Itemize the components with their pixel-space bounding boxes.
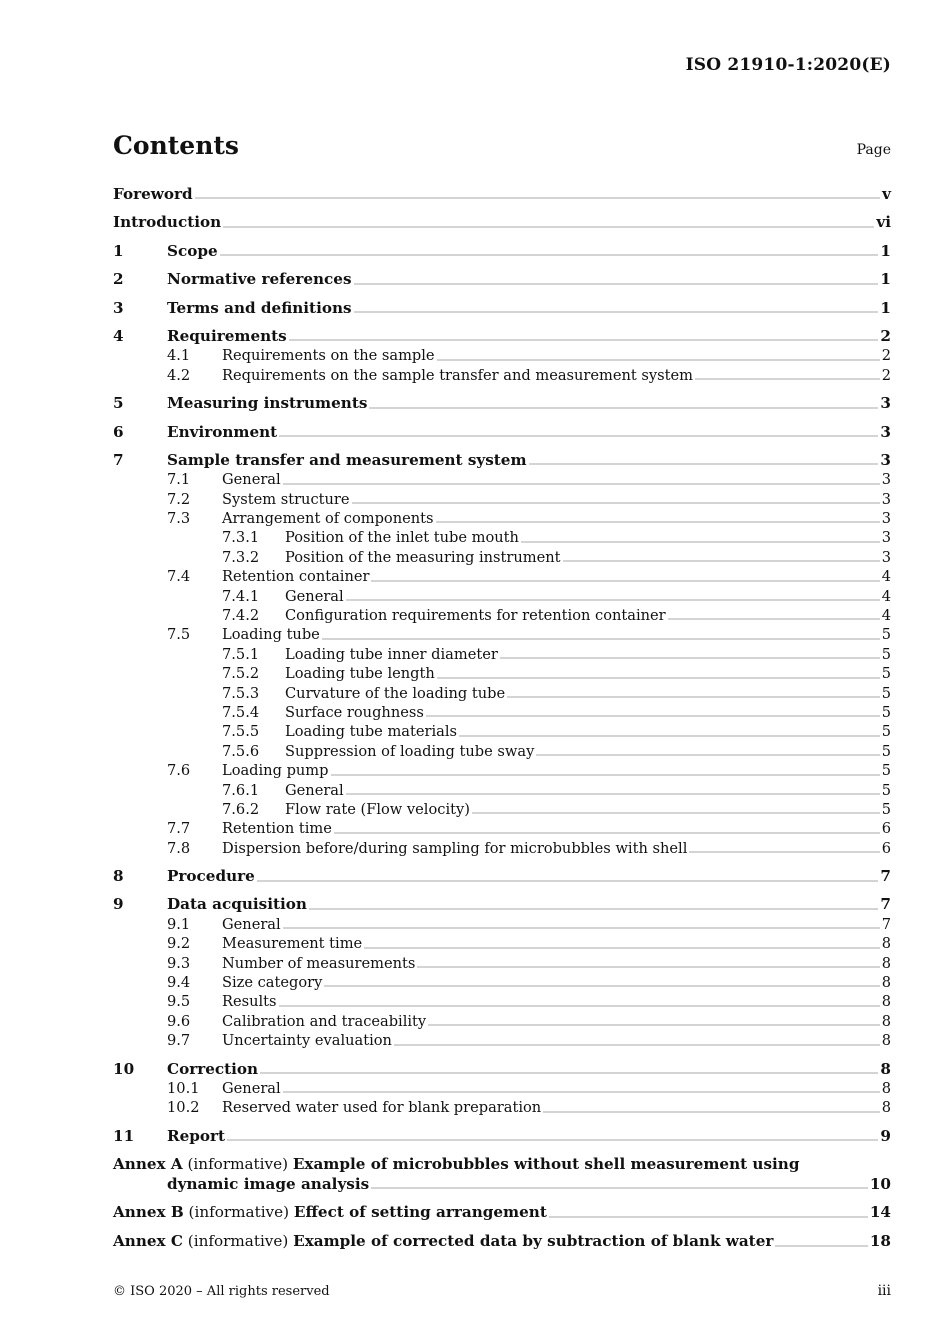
toc-entry[interactable] [113,1012,891,1031]
toc-entry-title: General [222,915,281,933]
dot-leader [354,283,879,285]
toc-entry[interactable] [113,548,891,567]
toc-entry-page: 3 [881,548,891,566]
toc-entry-page: 5 [881,703,891,721]
dot-leader [283,927,880,929]
dot-leader [472,812,880,814]
toc-entry-number: 7.5 [167,626,191,644]
toc-entry-number: 7.6.1 [222,781,260,799]
toc-entry[interactable] [113,896,891,915]
toc-entry[interactable] [113,242,891,261]
toc-entry[interactable] [113,394,891,413]
toc-entry[interactable] [113,954,891,973]
toc-entry-page: 5 [881,723,891,741]
toc-entry[interactable] [113,470,891,489]
toc-entry[interactable] [113,327,891,346]
toc-entry-title: Flow rate (Flow velocity) [285,800,470,818]
dot-leader [426,715,880,717]
toc-entry[interactable] [113,213,891,232]
dot-leader [668,618,880,620]
toc-entry-number: 10.2 [167,1099,200,1117]
annex-page: 18 [869,1231,891,1250]
toc-entry-title: Loading tube materials [285,723,457,741]
dot-leader [529,463,879,465]
toc-entry-page: 8 [881,1032,891,1050]
dot-leader [346,599,880,601]
toc-entry-title: Terms and definitions [167,298,352,317]
annex-line [113,1203,891,1223]
dot-leader [227,1139,878,1141]
toc-entry-title: Normative references [167,270,352,289]
dot-leader [322,638,880,640]
toc-entry[interactable] [113,839,891,858]
toc-entry-title: Sample transfer and measurement system [167,450,527,469]
toc-entry-number: 11 [113,1126,135,1145]
toc-entry-page: 5 [881,800,891,818]
toc-entry-number: 7.5.2 [222,665,260,683]
dot-leader [543,1111,880,1113]
toc-entry-page: 7 [880,895,891,914]
toc-entry-number: 7.3.1 [222,529,260,547]
dot-leader [223,226,874,228]
toc-entry-page: 1 [880,298,891,317]
toc-entry-page: 5 [881,762,891,780]
toc-entry[interactable] [113,722,891,741]
toc-entry-title: Arrangement of components [222,510,434,528]
toc-entry-page: 8 [881,935,891,953]
dot-leader [428,1024,880,1026]
dot-leader [283,1091,880,1093]
dot-leader [260,1072,878,1074]
annex-label: Annex B [113,1203,184,1222]
toc-entry-page: 4 [881,607,891,625]
dot-leader [436,521,880,523]
dot-leader [394,1044,880,1046]
toc-entry-number: 9 [113,895,124,914]
dot-leader [371,1187,868,1189]
toc-entry-page: 4 [881,568,891,586]
toc-annex-entry[interactable] [113,1203,891,1223]
toc-entry-page: vi [876,213,891,232]
toc-entry-page: 1 [880,241,891,260]
annex-second-line [113,1175,891,1195]
toc-entry[interactable] [113,451,891,470]
toc-entry-title: Position of the inlet tube mouth [285,529,519,547]
dot-leader [521,541,880,543]
toc-entry-title: Requirements [167,326,287,345]
dot-leader [279,1005,880,1007]
annex-line [113,1232,891,1252]
toc-entry-title: Retention container [222,568,370,586]
toc-entry[interactable] [113,185,891,204]
toc-entry[interactable] [113,800,891,819]
dot-leader [563,560,880,562]
annex-type: (informative) [187,1155,288,1174]
toc-entry-title: Calibration and traceability [222,1012,427,1030]
toc-entry-number: 7.4.1 [222,587,260,605]
toc-entry-number: 9.7 [167,1032,191,1050]
toc-entry[interactable] [113,528,891,547]
toc-entry[interactable] [113,1098,891,1117]
toc-entry-title: Retention time [222,820,332,838]
dot-leader [279,435,878,437]
toc-entry-page: 5 [881,781,891,799]
toc-entry-number: 9.2 [167,935,191,953]
toc-entry[interactable] [113,346,891,365]
toc-entry-title: Position of the measuring instrument [285,548,561,566]
toc-entry-title: Results [222,993,277,1011]
toc-annex-entry[interactable] [113,1155,891,1194]
table-of-contents [113,185,891,1252]
toc-entry-title: Introduction [113,213,222,232]
dot-leader [695,378,880,380]
toc-entry[interactable] [113,664,891,683]
toc-entry-title: General [222,471,281,489]
toc-entry-page: 8 [881,1080,891,1097]
toc-entry-number: 9.4 [167,974,191,992]
toc-entry-number: 7 [113,450,124,469]
toc-entry-title: Size category [222,974,323,992]
toc-entry-page: 3 [881,510,891,528]
toc-entry-title: Loading pump [222,762,329,780]
dot-leader [195,197,881,199]
toc-entry-number: 9.3 [167,954,191,972]
toc-entry[interactable] [113,915,891,934]
annex-label: Annex A [113,1155,183,1174]
dot-leader [689,851,879,853]
toc-entry-page: 2 [881,347,891,365]
toc-entry-title: Curvature of the loading tube [285,684,506,702]
toc-entry[interactable] [113,973,891,992]
document-id: ISO 21910-1:2020(E) [685,55,891,75]
dot-leader [257,880,879,882]
footer-page-number: iii [877,1283,891,1299]
toc-entry-title: Environment [167,422,278,441]
dot-leader [437,677,880,679]
annex-page: 14 [869,1203,891,1222]
annex-type: (informative) [187,1231,289,1250]
toc-entry-page: 3 [881,471,891,489]
dot-leader [283,483,880,485]
dot-leader [324,985,879,987]
toc-entry-title: Surface roughness [285,703,424,721]
annex-title: Example of corrected data by subtraction of blank water [293,1231,774,1250]
annex-title: Example of microbubbles without shell measurement using [292,1155,800,1174]
toc-entry-page: v [882,184,891,203]
dot-leader [459,735,880,737]
toc-entry-page: 5 [881,665,891,683]
toc-entry-page: 8 [881,974,891,992]
toc-entry-page: 8 [880,1059,891,1078]
toc-entry[interactable] [113,781,891,800]
toc-entry-page: 6 [881,820,891,838]
toc-entry[interactable] [113,645,891,664]
toc-entry-number: 9.5 [167,993,191,1011]
toc-entry-number: 9.6 [167,1012,191,1030]
toc-entry-title: Measurement time [222,935,363,953]
dot-leader [331,774,880,776]
dot-leader [507,696,880,698]
annex-first-line [113,1155,891,1175]
toc-entry-number: 7.5.4 [222,703,260,721]
toc-entry-title: Measuring instruments [167,394,368,413]
dot-leader [369,407,878,409]
toc-entry[interactable] [113,299,891,318]
toc-entry-page: 5 [881,645,891,663]
toc-entry[interactable] [113,509,891,528]
toc-entry-page: 4 [881,587,891,605]
annex-title: Effect of setting arrangement [293,1203,547,1222]
toc-entry[interactable] [113,761,891,780]
toc-entry-page: 8 [881,1012,891,1030]
toc-entry-page: 3 [880,394,891,413]
toc-entry[interactable] [113,270,891,289]
toc-entry-number: 7.8 [167,839,191,857]
dot-leader [437,359,880,361]
toc-entry[interactable] [113,703,891,722]
toc-entry-title: Foreword [113,184,193,203]
toc-entry[interactable] [113,567,891,586]
toc-entry-page: 6 [881,839,891,857]
footer-copyright: © ISO 2020 – All rights reserved [113,1284,330,1299]
toc-entry-title: Data acquisition [167,895,307,914]
toc-entry-number: 7.4.2 [222,607,260,625]
dot-leader [371,580,879,582]
toc-entry-number: 7.1 [167,471,191,489]
toc-entry-title: Loading tube length [285,665,435,683]
page-title: Contents [113,131,240,160]
toc-entry-page: 5 [881,742,891,760]
toc-entry-page: 5 [881,684,891,702]
dot-leader [500,657,880,659]
toc-entry-title: Loading tube inner diameter [285,645,498,663]
toc-entry-page: 2 [881,366,891,384]
dot-leader [346,793,880,795]
dot-leader [536,754,879,756]
toc-entry-page: 3 [881,490,891,508]
toc-entry-title: Number of measurements [222,954,416,972]
toc-entry[interactable] [113,1079,891,1098]
toc-entry-page: 3 [881,529,891,547]
toc-entry-number: 10 [113,1059,135,1078]
toc-entry-page: 5 [881,626,891,644]
toc-entry-title: Suppression of loading tube sway [285,742,535,760]
toc-entry-number: 9.1 [167,915,191,933]
toc-entry-number: 5 [113,394,124,413]
toc-entry-title: Correction [167,1059,259,1078]
toc-entry-page: 9 [880,1126,891,1145]
toc-entry[interactable] [113,490,891,509]
toc-entry-page: 8 [881,993,891,1011]
toc-entry-number: 6 [113,422,124,441]
toc-entry-title: Dispersion before/during sampling for microbubbles with shell [222,839,688,857]
toc-entry[interactable] [113,867,891,886]
toc-entry-number: 7.4 [167,568,191,586]
toc-entry-page: 1 [880,270,891,289]
toc-entry-page: 3 [880,450,891,469]
toc-entry[interactable] [113,934,891,953]
toc-entry-number: 8 [113,867,124,886]
toc-entry-number: 7.6 [167,762,191,780]
toc-entry-number: 7.3 [167,510,191,528]
toc-entry-number: 3 [113,298,124,317]
toc-entry-title: Requirements on the sample [222,347,435,365]
toc-entry-number: 7.5.6 [222,742,260,760]
annex-title-cont: dynamic image analysis [167,1174,370,1193]
dot-leader [220,254,879,256]
toc-entry-number: 1 [113,241,124,260]
toc-entry-title: Uncertainty evaluation [222,1032,392,1050]
annex-page: 10 [869,1174,891,1193]
toc-entry[interactable] [113,625,891,644]
toc-entry-number: 4.2 [167,366,191,384]
toc-entry-page: 7 [881,915,891,933]
toc-entry-title: Requirements on the sample transfer and measurement system [222,366,693,384]
toc-entry-title: Procedure [167,867,255,886]
toc-entry-number: 7.5.5 [222,723,260,741]
toc-entry-title: General [285,587,344,605]
toc-entry[interactable] [113,587,891,606]
toc-entry[interactable] [113,684,891,703]
annex-heading [113,1232,773,1252]
toc-entry-number: 4 [113,326,124,345]
dot-leader [309,908,878,910]
dot-leader [775,1245,868,1247]
toc-entry-title: Loading tube [222,626,320,644]
toc-entry-number: 7.7 [167,820,191,838]
toc-entry-title: General [222,1080,281,1097]
toc-entry-page: 7 [880,867,891,886]
dot-leader [549,1216,868,1218]
dot-leader [289,339,879,341]
annex-label: Annex C [113,1231,183,1250]
toc-entry-title: General [285,781,344,799]
toc-entry-number: 7.5.1 [222,645,260,663]
toc-entry[interactable] [113,819,891,838]
dot-leader [417,966,879,968]
toc-entry-title: Reserved water used for blank preparation [222,1099,542,1117]
toc-entry-title: Configuration requirements for retention container [285,607,666,625]
page-column-label: Page [856,142,891,158]
toc-entry-number: 10.1 [167,1080,200,1097]
toc-entry-number: 7.5.3 [222,684,260,702]
toc-entry-number: 4.1 [167,347,191,365]
toc-entry-number: 7.6.2 [222,800,260,818]
toc-entry[interactable] [113,423,891,442]
toc-entry[interactable] [113,1127,891,1146]
dot-leader [334,832,880,834]
dot-leader [364,947,880,949]
toc-entry[interactable] [113,366,891,385]
dot-leader [354,311,879,313]
toc-entry-title: System structure [222,490,350,508]
toc-entry-page: 8 [881,1099,891,1117]
dot-leader [352,502,880,504]
toc-entry-title: Report [167,1126,226,1145]
toc-entry[interactable] [113,1031,891,1050]
toc-entry-page: 3 [880,422,891,441]
toc-entry-number: 7.2 [167,490,191,508]
toc-entry[interactable] [113,742,891,761]
toc-entry-number: 7.3.2 [222,548,260,566]
toc-annex-entry[interactable] [113,1232,891,1252]
annex-type: (informative) [188,1203,290,1222]
toc-entry[interactable] [113,606,891,625]
toc-entry-page: 8 [881,954,891,972]
annex-heading [113,1203,547,1223]
toc-entry[interactable] [113,1060,891,1079]
toc-entry-title: Scope [167,241,218,260]
toc-entry-number: 2 [113,270,124,289]
toc-entry-page: 2 [880,326,891,345]
toc-entry[interactable] [113,992,891,1011]
